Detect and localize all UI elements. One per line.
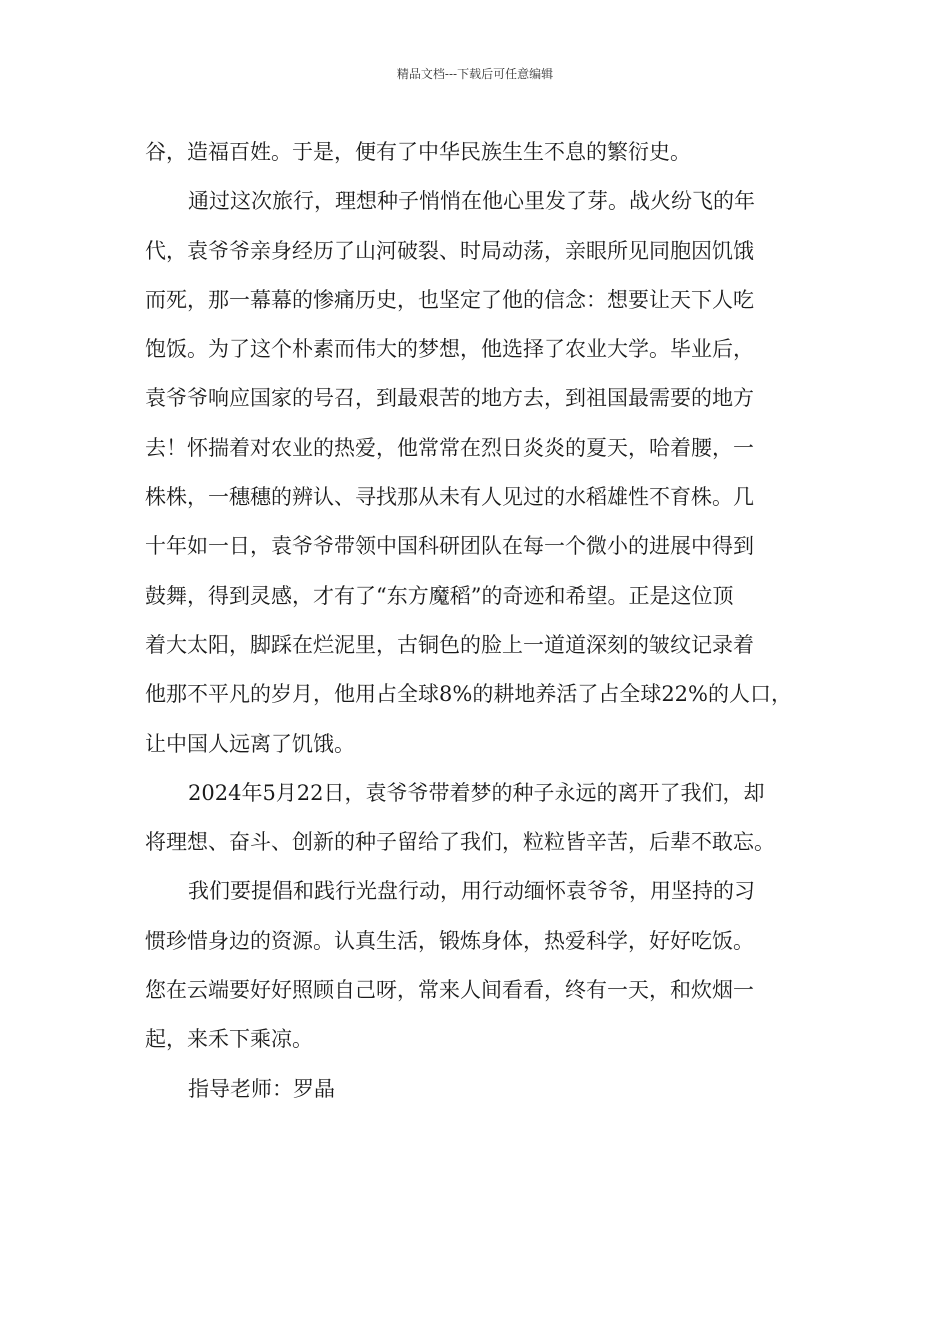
text-line: 谷，造福百姓。于是，便有了中华民族生生不息的繁衍史。 <box>145 140 691 164</box>
text-line: 着大太阳，脚踩在烂泥里，古铜色的脸上一道道深刻的皱纹记录着 <box>145 632 754 657</box>
text-line: 而死，那一幕幕的惨痛历史，也坚定了他的信念：想要让天下人吃 <box>145 287 754 312</box>
text-line: 起，来禾下乘凉。 <box>145 1027 313 1052</box>
text-line: 十年如一日，袁爷爷带领中国科研团队在每一个微小的进展中得到 <box>145 534 754 559</box>
page-header: 精品文档---下载后可任意编辑 <box>396 67 554 81</box>
text-line: 将理想、奋斗、创新的种子留给了我们，粒粒皆辛苦，后辈不敢忘。 <box>145 830 775 855</box>
paragraph-start-line: 通过这次旅行，理想种子悄悄在他心里发了芽。战火纷飞的年 <box>188 189 755 214</box>
text-line: 惯珍惜身边的资源。认真生活，锻炼身体，热爱科学，好好吃饭。 <box>145 928 754 953</box>
text-line: 去！怀揣着对农业的热爱，他常常在烈日炎炎的夏天，哈着腰，一 <box>145 435 754 460</box>
text-line: 代，袁爷爷亲身经历了山河破裂、时局动荡，亲眼所见同胞因饥饿 <box>145 238 754 263</box>
text-line: 您在云端要好好照顾自己呀，常来人间看看，终有一天，和炊烟一 <box>145 978 754 1003</box>
text-line: 让中国人远离了饥饿。 <box>145 731 355 756</box>
paragraph-start-line: 2024年5月22日，袁爷爷带着梦的种子永远的离开了我们，却 <box>188 780 765 805</box>
paragraph-start-line: 我们要提倡和践行光盘行动，用行动缅怀袁爷爷，用坚持的习 <box>188 879 755 904</box>
text-line: 饱饭。为了这个朴素而伟大的梦想，他选择了农业大学。毕业后， <box>145 337 754 362</box>
text-line: 他那不平凡的岁月，他用占全球8%的耕地养活了占全球22%的人口， <box>145 682 792 707</box>
advisor-line: 指导老师：罗晶 <box>188 1076 335 1101</box>
document-body <box>145 128 825 1114</box>
text-line: 袁爷爷响应国家的号召，到最艰苦的地方去，到祖国最需要的地方 <box>145 386 754 411</box>
text-line: 鼓舞，得到灵感，才有了“东方魔稻”的奇迹和希望。正是这位顶 <box>145 583 734 608</box>
text-line: 株株，一穗穗的辨认、寻找那从未有人见过的水稻雄性不育株。几 <box>145 485 754 510</box>
